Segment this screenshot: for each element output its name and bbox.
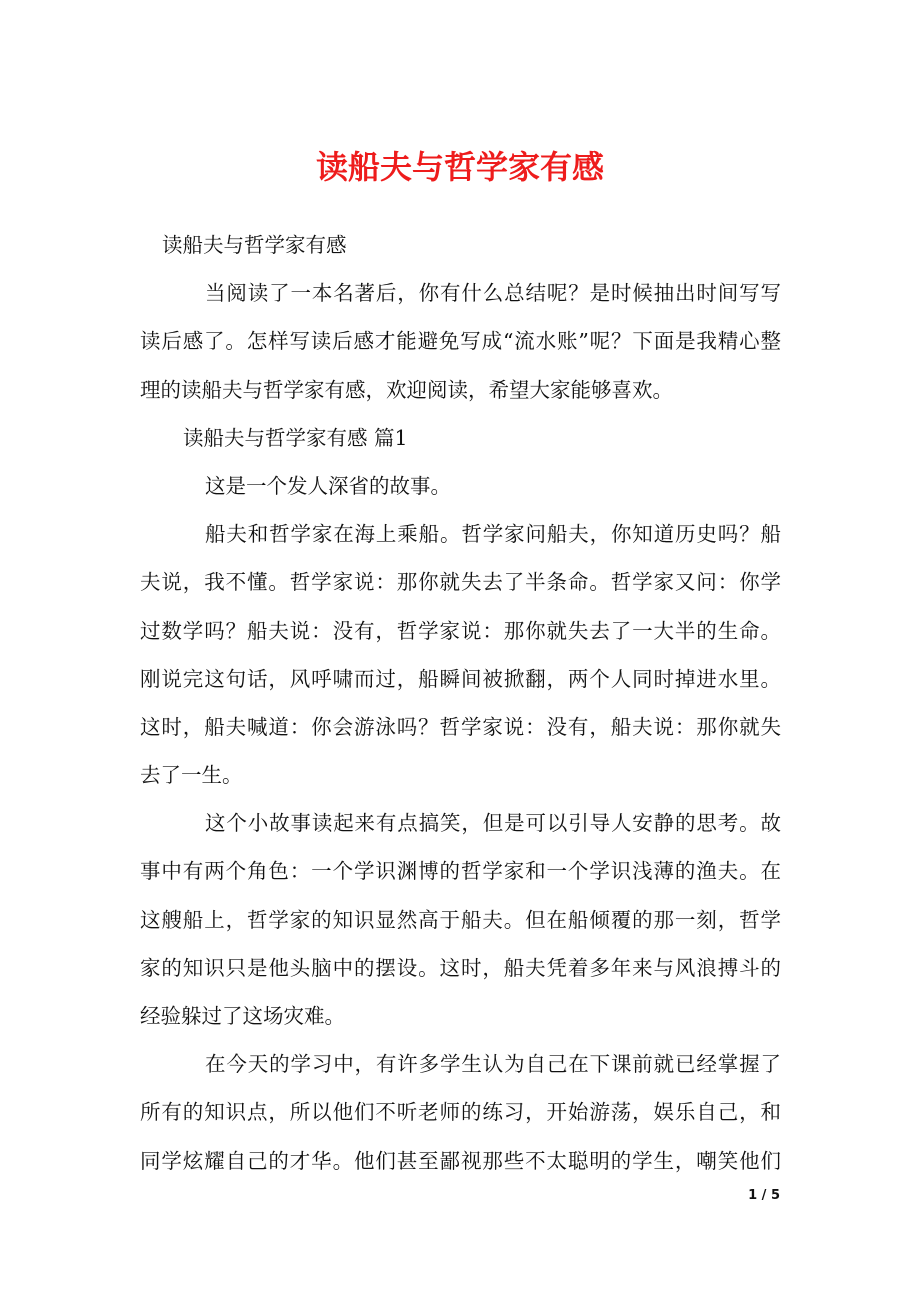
page-number: 1 / 5 [748,1188,780,1203]
paragraph [140,510,781,799]
paragraph [140,414,781,462]
document-title: 读船夫与哲学家有感 [315,148,604,186]
text-line: 这时，船夫喊道：你会游泳吗？哲学家说：没有，船夫说：那你就失 [140,714,781,739]
paragraph [140,221,781,269]
paragraph [140,269,781,414]
text-line: 读船夫与哲学家有感 [162,233,347,257]
text-line: 读船夫与哲学家有感 篇1 [183,425,408,450]
paragraph [140,462,781,510]
document-body [140,221,781,1185]
text-line: 船夫和哲学家在海上乘船。哲学家问船夫，你知道历史吗？船 [205,522,781,547]
text-line: 经验躲过了这场灾难。 [140,1004,345,1028]
text-line: 同学炫耀自己的才华。他们甚至鄙视那些不太聪明的学生，嘲笑他们 [140,1148,781,1173]
text-line: 夫说，我不懂。哲学家说：那你就失去了半条命。哲学家又问：你学 [140,570,781,595]
text-line: 家的知识只是他头脑中的摆设。这时，船夫凭着多年来与风浪搏斗的 [140,955,781,980]
text-line: 事中有两个角色：一个学识渊博的哲学家和一个学识浅薄的渔夫。在 [140,859,781,884]
text-line: 当阅读了一本名著后，你有什么总结呢？是时候抽出时间写写 [205,281,781,306]
text-line: 读后感了。怎样写读后感才能避免写成“流水账”呢？下面是我精心整 [140,329,781,354]
text-line: 这个小故事读起来有点搞笑，但是可以引导人安静的思考。故 [205,811,781,836]
text-line: 这是一个发人深省的故事。 [205,473,451,498]
text-line: 这艘船上，哲学家的知识显然高于船夫。但在船倾覆的那一刻，哲学 [140,907,781,932]
text-line: 在今天的学习中，有许多学生认为自己在下课前就已经掌握了 [205,1052,781,1077]
text-line: 过数学吗？船夫说：没有，哲学家说：那你就失去了一大半的生命。 [140,618,781,643]
text-line: 刚说完这句话，风呼啸而过，船瞬间被掀翻，两个人同时掉进水里。 [140,666,781,691]
text-line: 所有的知识点，所以他们不听老师的练习，开始游荡，娱乐自己，和 [140,1100,781,1125]
paragraph [140,1040,781,1185]
paragraph [140,799,781,1040]
text-line: 去了一生。 [140,763,243,788]
text-line: 理的读船夫与哲学家有感，欢迎阅读，希望大家能够喜欢。 [140,377,673,402]
